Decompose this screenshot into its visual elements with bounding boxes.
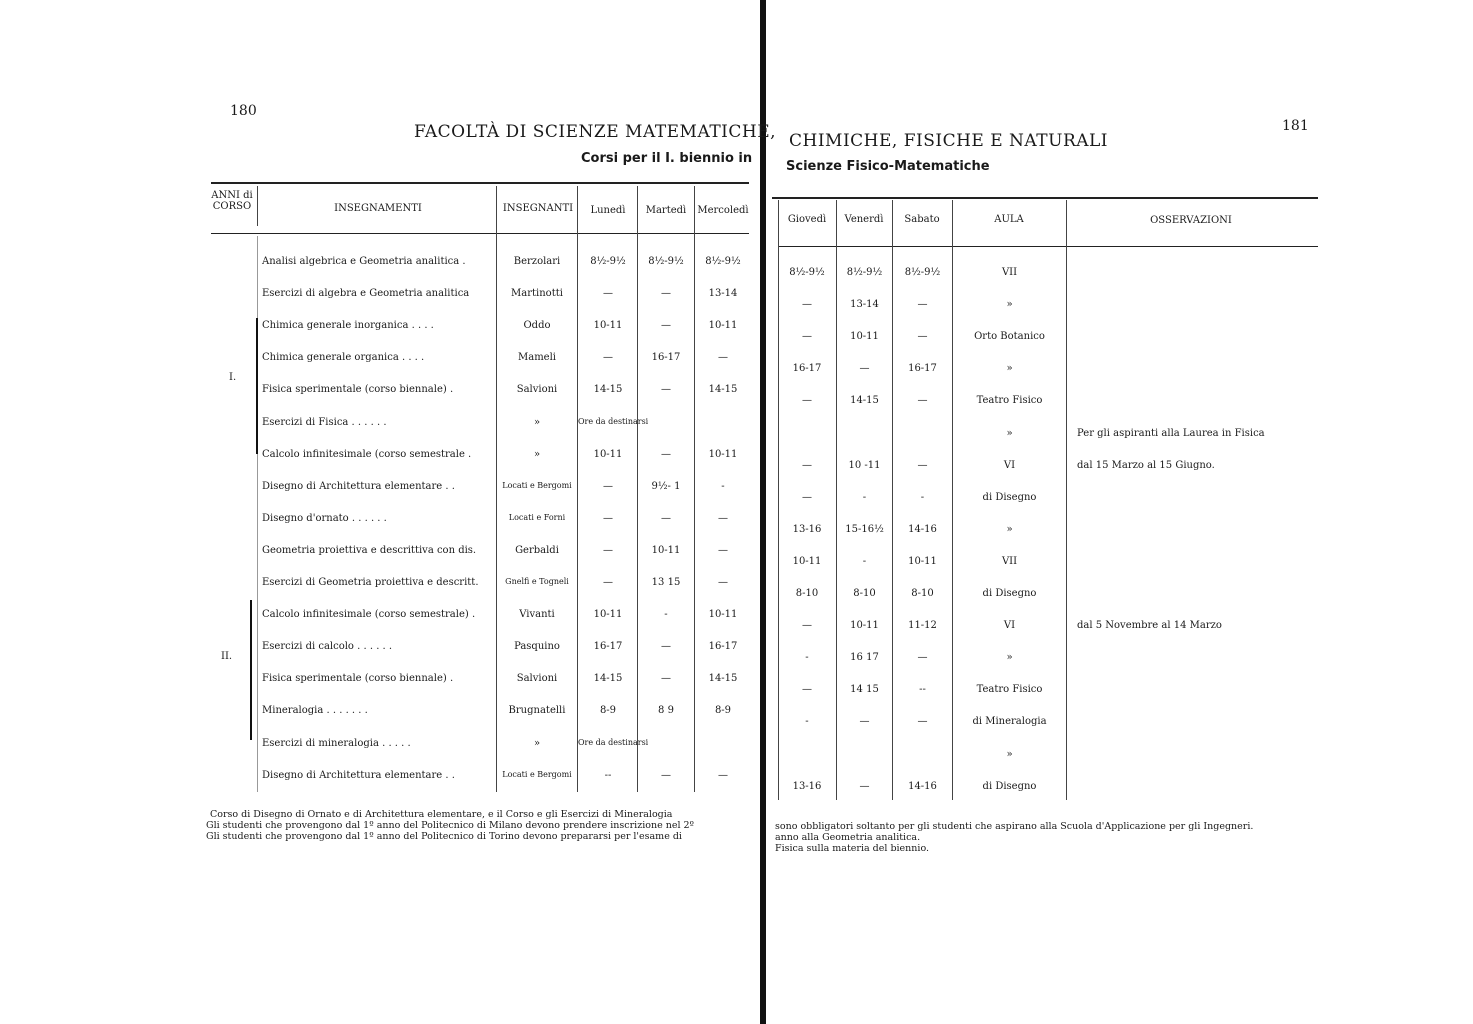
thursday-hours: —	[802, 491, 812, 503]
friday-hours: -	[862, 555, 867, 567]
teacher-name: »	[533, 416, 541, 428]
teacher-name: Gerbaldi	[515, 544, 559, 556]
room-name: VI	[1003, 620, 1016, 632]
rule	[211, 182, 749, 184]
column-line	[1066, 200, 1067, 800]
course-name: Esercizi di mineralogia . . . . .	[262, 737, 411, 749]
wednesday-hours: 10-11	[708, 320, 738, 332]
course-name: Calcolo infinitesimale (corso semestrale) .	[262, 609, 476, 621]
saturday-hours: 16-17	[908, 363, 937, 375]
friday-hours: 14 15	[850, 684, 879, 696]
right-page-title: CHIMICHE, FISICHE E NATURALI	[789, 131, 1109, 151]
monday-hours: —	[603, 512, 613, 524]
saturday-hours: —	[917, 331, 928, 343]
teacher-name: Pasquino	[514, 641, 560, 653]
column-line	[257, 186, 258, 226]
monday-hours: 10-11	[593, 320, 623, 332]
tuesday-hours: —	[661, 673, 671, 685]
wednesday-hours: —	[718, 544, 728, 556]
monday-hours: 8½-9½	[590, 256, 626, 267]
header-tuesday: Martedì	[645, 205, 687, 216]
monday-hours: —	[603, 544, 613, 556]
room-name: »	[1006, 427, 1013, 439]
right-footnote-2: anno alla Geometria analitica.	[775, 832, 921, 843]
left-footnote-1: Corso di Disegno di Ornato e di Architettura elementare, e il Corso e gli Esercizi di Mineralogia	[210, 809, 673, 820]
left-page-number: 180	[230, 103, 257, 119]
tuesday-hours: —	[661, 769, 671, 781]
thursday-hours: 10-11	[792, 555, 822, 567]
header-monday: Lunedì	[590, 205, 626, 216]
tuesday-hours: 13 15	[651, 577, 681, 588]
header-observations: OSSERVAZIONI	[1150, 215, 1232, 226]
teacher-name: »	[533, 737, 541, 749]
monday-hours: 10-11	[593, 609, 623, 621]
course-name: Mineralogia . . . . . . .	[262, 705, 368, 717]
left-footnote-2: Gli studenti che provengono dal 1º anno del Politecnico di Milano devono prendere inscrizione nel 2º	[206, 820, 695, 831]
thursday-hours: —	[802, 331, 812, 343]
header-courses: INSEGNAMENTI	[334, 203, 422, 214]
room-name: di Disegno	[982, 780, 1037, 792]
wednesday-hours: —	[718, 512, 728, 524]
teacher-name: Gnelfi e Togneli	[505, 577, 569, 586]
saturday-hours: --	[919, 684, 926, 696]
tuesday-hours: 16-17	[651, 352, 681, 364]
monday-hours: --	[604, 769, 612, 781]
room-name: »	[1006, 652, 1013, 664]
course-name: Calcolo infinitesimale (corso semestrale .	[262, 448, 472, 460]
saturday-hours: —	[917, 299, 928, 311]
friday-hours: -	[862, 491, 867, 503]
monday-hours: —	[603, 480, 613, 492]
teacher-name: Berzolari	[513, 256, 561, 267]
header-saturday: Sabato	[904, 214, 940, 225]
tuesday-hours: —	[661, 384, 671, 396]
monday-hours: —	[603, 577, 613, 588]
wednesday-hours: 8½-9½	[705, 256, 741, 267]
teacher-name: Locati e Bergomi	[502, 769, 572, 779]
teacher-name: Brugnatelli	[508, 705, 566, 717]
teacher-name: »	[533, 448, 541, 460]
header-teachers: INSEGNANTI	[502, 203, 574, 214]
thursday-hours: 8-10	[795, 588, 819, 599]
room-name: di Mineralogia	[972, 716, 1047, 728]
group-brace	[250, 600, 252, 740]
room-name: »	[1006, 523, 1013, 535]
course-name: Disegno di Architettura elementare . .	[262, 769, 455, 781]
saturday-hours: —	[917, 395, 928, 407]
tuesday-hours: -	[664, 609, 668, 621]
thursday-hours: —	[802, 684, 812, 696]
thursday-hours: 8½-9½	[789, 267, 825, 278]
teacher-name: Vivanti	[519, 609, 555, 621]
monday-hours: 14-15	[593, 673, 623, 685]
saturday-hours: 8½-9½	[904, 267, 941, 278]
room-name: Teatro Fisico	[976, 395, 1043, 407]
room-name: »	[1006, 748, 1013, 760]
observation-note: Per gli aspiranti alla Laurea in Fisica	[1077, 427, 1265, 439]
room-name: VII	[1001, 267, 1018, 278]
wednesday-hours: 10-11	[708, 448, 738, 460]
header-friday: Venerdì	[844, 214, 884, 225]
saturday-hours: 14-16	[908, 780, 937, 792]
thursday-hours: 13-16	[792, 780, 822, 792]
course-name: Analisi algebrica e Geometria analitica .	[262, 256, 466, 267]
monday-hours: Ore da destinarsi	[578, 737, 649, 747]
saturday-hours: 14-16	[908, 523, 937, 535]
room-name: »	[1006, 363, 1013, 375]
friday-hours: 8-10	[853, 588, 876, 599]
right-footnote-1: sono obbligatori soltanto per gli studenti che aspirano alla Scuola d'Applicazione per gli Ingegneri.	[775, 821, 1254, 832]
observation-note: dal 15 Marzo al 15 Giugno.	[1077, 459, 1215, 471]
friday-hours: 15-16½	[845, 523, 884, 535]
teacher-name: Locati e Forni	[508, 512, 566, 522]
wednesday-hours: 13-14	[708, 288, 738, 300]
right-page-subtitle: Scienze Fisico-Matematiche	[786, 159, 990, 174]
saturday-hours: 8-10	[911, 588, 934, 599]
header-room: AULA	[994, 214, 1024, 225]
tuesday-hours: —	[661, 288, 671, 300]
tuesday-hours: —	[661, 448, 671, 460]
friday-hours: 16 17	[850, 652, 879, 664]
friday-hours: —	[859, 716, 870, 728]
left-footnote-3: Gli studenti che provengono dal 1º anno del Politecnico di Torino devono prepararsi per l'esame di	[206, 831, 682, 842]
course-name: Fisica sperimentale (corso biennale) .	[262, 673, 454, 685]
group-brace	[256, 318, 258, 454]
friday-hours: —	[859, 363, 870, 375]
wednesday-hours: 10-11	[708, 609, 738, 621]
friday-hours: 10-11	[850, 331, 879, 343]
monday-hours: 16-17	[593, 641, 623, 653]
observation-note: dal 5 Novembre al 14 Marzo	[1077, 620, 1222, 632]
year-label-1: I.	[229, 372, 237, 383]
friday-hours: 14-15	[850, 395, 879, 407]
friday-hours: 8½-9½	[846, 267, 883, 278]
right-footnote-3: Fisica sulla materia del biennio.	[775, 843, 930, 854]
friday-hours: —	[859, 780, 870, 792]
course-name: Fisica sperimentale (corso biennale) .	[262, 384, 454, 396]
thursday-hours: —	[802, 620, 812, 632]
left-page-subtitle: Corsi per il I. biennio in	[581, 151, 753, 166]
thursday-hours: —	[802, 395, 812, 407]
wednesday-hours: —	[718, 769, 728, 781]
saturday-hours: -	[920, 491, 925, 503]
tuesday-hours: 10-11	[651, 544, 681, 556]
saturday-hours: —	[917, 652, 928, 664]
teacher-name: Locati e Bergomi	[502, 480, 572, 490]
thursday-hours: —	[802, 459, 812, 471]
tuesday-hours: —	[661, 512, 671, 524]
wednesday-hours: -	[721, 480, 725, 492]
wednesday-hours: 14-15	[708, 673, 738, 685]
rule	[772, 197, 1318, 199]
room-name: VII	[1001, 555, 1018, 567]
course-name: Geometria proiettiva e descrittiva con dis.	[262, 544, 477, 556]
header-thursday: Giovedì	[787, 214, 827, 225]
course-name: Esercizi di calcolo . . . . . .	[262, 641, 393, 653]
thursday-hours: 16-17	[792, 363, 822, 375]
tuesday-hours: —	[661, 320, 671, 332]
right-page-number: 181	[1282, 118, 1309, 134]
tuesday-hours: —	[661, 641, 671, 653]
monday-hours: 8-9	[599, 705, 617, 717]
room-name: VI	[1003, 459, 1016, 471]
friday-hours: 13-14	[850, 299, 879, 311]
wednesday-hours: 16-17	[708, 641, 738, 653]
tuesday-hours: 9½- 1	[651, 480, 681, 492]
monday-hours: 10-11	[593, 448, 623, 460]
teacher-name: Oddo	[523, 320, 551, 332]
saturday-hours: —	[917, 459, 928, 471]
header-years: ANNI di CORSO	[211, 190, 253, 212]
saturday-hours: —	[917, 716, 928, 728]
left-page-title: FACOLTÀ DI SCIENZE MATEMATICHE,	[414, 122, 777, 142]
thursday-hours: 13-16	[792, 523, 822, 535]
wednesday-hours: 8-9	[714, 705, 732, 717]
teacher-name: Salvioni	[516, 384, 558, 396]
room-name: di Disegno	[982, 588, 1037, 599]
wednesday-hours: 14-15	[708, 384, 738, 396]
monday-hours: —	[603, 352, 613, 364]
monday-hours: —	[603, 288, 613, 300]
monday-hours: Ore da destinarsi	[578, 416, 649, 426]
thursday-hours: -	[805, 716, 809, 728]
rule	[778, 246, 1318, 247]
rule	[211, 233, 749, 234]
saturday-hours: 10-11	[908, 555, 937, 567]
thursday-hours: —	[802, 299, 812, 311]
wednesday-hours: —	[718, 577, 728, 588]
header-wednesday: Mercoledì	[697, 205, 749, 216]
course-name: Esercizi di algebra e Geometria analitica	[262, 288, 470, 300]
course-name: Chimica generale inorganica . . . .	[262, 320, 434, 332]
teacher-name: Martinotti	[511, 288, 563, 300]
teacher-name: Salvioni	[516, 673, 558, 685]
teacher-name: Mameli	[518, 352, 556, 364]
room-name: di Disegno	[982, 491, 1037, 503]
tuesday-hours: 8 9	[658, 705, 674, 717]
friday-hours: 10-11	[850, 620, 879, 632]
tuesday-hours: 8½-9½	[648, 256, 684, 267]
course-name: Disegno di Architettura elementare . .	[262, 480, 455, 492]
thursday-hours: -	[805, 652, 809, 664]
book-spine	[760, 0, 766, 1024]
friday-hours: 10 -11	[848, 459, 881, 471]
wednesday-hours: —	[718, 352, 728, 364]
course-name: Esercizi di Fisica . . . . . .	[262, 416, 387, 428]
saturday-hours: 11-12	[908, 620, 937, 632]
room-name: Teatro Fisico	[976, 684, 1043, 696]
room-name: Orto Botanico	[974, 331, 1045, 343]
course-name: Disegno d'ornato . . . . . .	[262, 512, 387, 524]
course-name: Esercizi di Geometria proiettiva e descritt.	[262, 577, 479, 588]
course-name: Chimica generale organica . . . .	[262, 352, 425, 364]
year-label-2: II.	[221, 651, 233, 662]
room-name: »	[1006, 299, 1013, 311]
monday-hours: 14-15	[593, 384, 623, 396]
